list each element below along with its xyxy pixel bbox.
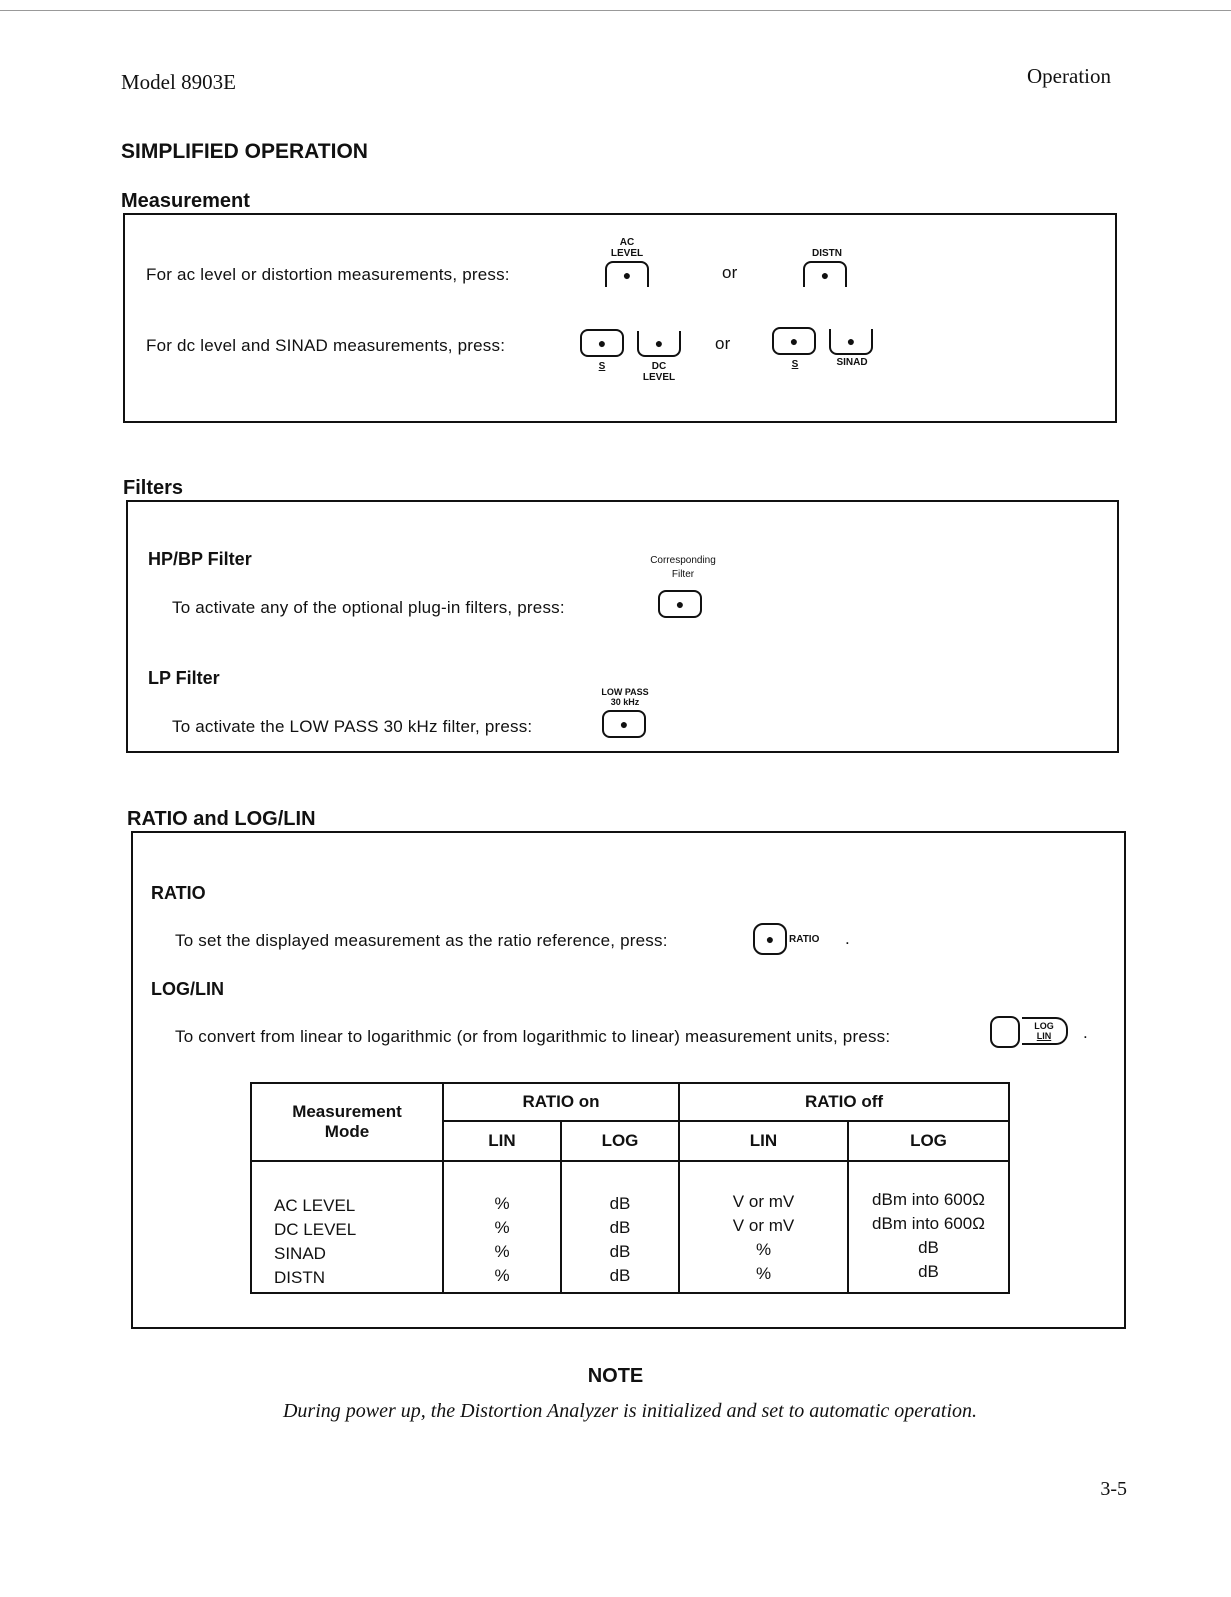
log-label: LOG xyxy=(1034,1021,1054,1031)
ac-level-key-label: AC LEVEL xyxy=(610,237,644,259)
distn-key-label: DISTN xyxy=(812,248,842,259)
ratio-on-lin-header: LIN xyxy=(443,1121,561,1161)
mode-distn: DISTN xyxy=(274,1268,325,1287)
ratio-period: . xyxy=(845,929,850,948)
table-body-row xyxy=(251,1161,1009,1293)
ac-level-key[interactable] xyxy=(605,261,649,287)
ratio-on-header: RATIO on xyxy=(443,1083,679,1121)
key-led-icon: ● xyxy=(654,335,664,351)
mode-ac-level: AC LEVEL xyxy=(274,1196,356,1215)
log-lin-key[interactable] xyxy=(1022,1017,1068,1045)
shift-key-1[interactable] xyxy=(580,329,624,357)
section-header: Operation xyxy=(1027,64,1111,88)
page-number: 3-5 xyxy=(1100,1478,1127,1500)
key-led-icon: ● xyxy=(619,716,629,732)
filters-heading: Filters xyxy=(123,477,184,499)
shift-label-1: S xyxy=(598,361,606,372)
ratio-off-header: RATIO off xyxy=(679,1083,1009,1121)
loglin-instruction: To convert from linear to logarithmic (or from logarithmic to linear) measurement units, press: xyxy=(175,1027,891,1046)
key-led-icon: ● xyxy=(789,333,799,349)
measurement-box xyxy=(123,213,1117,423)
page-title: SIMPLIFIED OPERATION xyxy=(121,140,368,163)
ratio-off-log-column: dBm into 600Ω dBm into 600Ω dB dB xyxy=(848,1161,1009,1293)
ratio-key[interactable] xyxy=(753,923,787,955)
ratio-off-lin-column: V or mV V or mV % % xyxy=(679,1161,848,1293)
model-header: Model 8903E xyxy=(121,70,236,94)
dc-instruction: For dc level and SINAD measurements, press: xyxy=(146,336,506,355)
lp-filter-heading: LP Filter xyxy=(148,668,220,688)
mode-dc-level: DC LEVEL xyxy=(274,1220,357,1239)
loglin-subheading: LOG/LIN xyxy=(151,979,224,999)
ratio-instruction: To set the displayed measurement as the ratio reference, press: xyxy=(175,931,668,950)
measurement-heading: Measurement xyxy=(121,190,250,212)
ratio-on-log-column: dB dB dB dB xyxy=(561,1161,679,1293)
ratio-loglin-heading: RATIO and LOG/LIN xyxy=(127,808,316,830)
note-text: During power up, the Distortion Analyzer is initialized and set to automatic operation. xyxy=(282,1400,978,1422)
ratio-off-lin-header: LIN xyxy=(679,1121,848,1161)
low-pass-key-label: LOW PASS 30 kHz xyxy=(601,687,649,707)
shift-key-2[interactable] xyxy=(772,327,816,355)
loglin-period: . xyxy=(1083,1023,1088,1042)
hpbp-instruction: To activate any of the optional plug-in filters, press: xyxy=(172,598,565,617)
lp-instruction: To activate the LOW PASS 30 kHz filter, press: xyxy=(172,717,533,736)
top-rule xyxy=(0,10,1231,11)
corresponding-filter-key[interactable] xyxy=(658,590,702,618)
ac-instruction: For ac level or distortion measurements, press: xyxy=(146,265,510,284)
ratio-off-log-header: LOG xyxy=(848,1121,1009,1161)
ratio-loglin-box xyxy=(131,831,1126,1329)
dc-level-key[interactable] xyxy=(637,331,681,357)
distn-key[interactable] xyxy=(803,261,847,287)
low-pass-30khz-key[interactable] xyxy=(602,710,646,738)
key-led-icon: ● xyxy=(846,333,856,349)
filters-box xyxy=(126,500,1119,753)
ratio-on-lin-column: % % % % xyxy=(443,1161,561,1293)
key-led-icon: ● xyxy=(765,931,775,947)
dc-level-key-label: DC LEVEL xyxy=(642,361,676,383)
units-table xyxy=(250,1082,1010,1294)
sinad-key[interactable] xyxy=(829,329,873,355)
mode-sinad: SINAD xyxy=(274,1244,326,1263)
corresponding-filter-key-label: Corresponding Filter xyxy=(650,555,716,580)
key-led-icon: ● xyxy=(820,267,830,283)
hpbp-filter-heading: HP/BP Filter xyxy=(148,549,252,569)
ratio-key-label: RATIO xyxy=(789,934,820,945)
key-led-icon: ● xyxy=(675,596,685,612)
ratio-on-log-header: LOG xyxy=(561,1121,679,1161)
or-text-2: or xyxy=(715,334,731,353)
ratio-subheading: RATIO xyxy=(151,883,206,903)
shift-label-2: S xyxy=(791,359,799,370)
lin-label: LIN xyxy=(1036,1031,1052,1041)
mode-column xyxy=(251,1161,443,1293)
key-led-icon: ● xyxy=(597,335,607,351)
shift-key-loglin[interactable] xyxy=(990,1016,1020,1048)
key-led-icon: ● xyxy=(622,267,632,283)
or-text-1: or xyxy=(722,263,738,282)
sinad-key-label: SINAD xyxy=(836,357,868,368)
note-heading: NOTE xyxy=(587,1365,644,1387)
mode-header: Measurement Mode xyxy=(251,1083,443,1161)
